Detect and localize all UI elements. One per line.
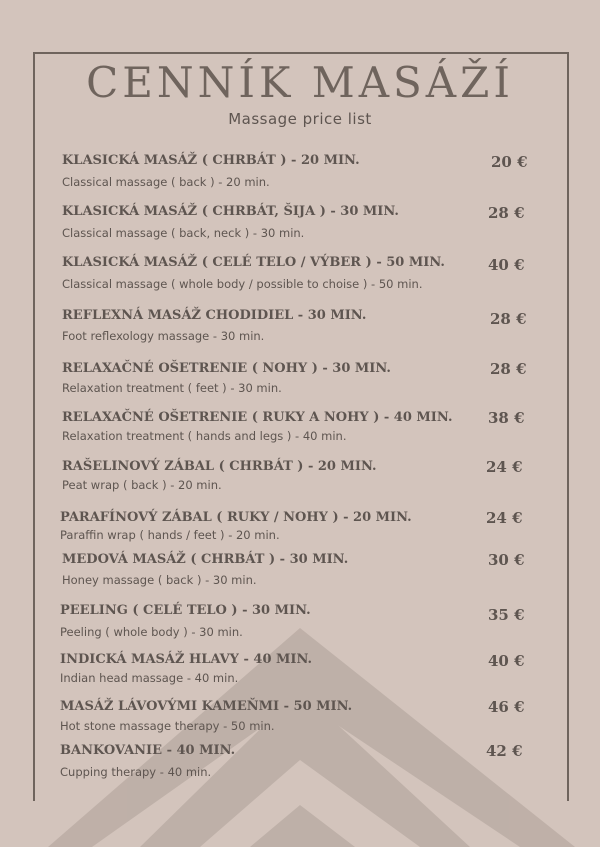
item-desc: Indian head massage - 40 min.	[60, 671, 239, 685]
item-price: 40 €	[488, 256, 525, 274]
item-desc: Hot stone massage therapy - 50 min.	[60, 719, 275, 733]
item-price: 24 €	[486, 509, 523, 527]
page-subtitle: Massage price list	[228, 110, 372, 128]
item-name: MASÁŽ LÁVOVÝMI KAMEŇMI - 50 MIN.	[60, 699, 353, 714]
item-price: 28 €	[490, 360, 527, 378]
item-name: PEELING ( CELÉ TELO ) - 30 MIN.	[60, 603, 311, 618]
item-desc: Peat wrap ( back ) - 20 min.	[62, 478, 222, 492]
item-name: MEDOVÁ MASÁŽ ( CHRBÁT ) - 30 MIN.	[62, 552, 349, 567]
item-price: 38 €	[488, 409, 525, 427]
item-price: 28 €	[488, 204, 525, 222]
item-desc: Peeling ( whole body ) - 30 min.	[60, 625, 243, 639]
item-name: PARAFÍNOVÝ ZÁBAL ( RUKY / NOHY ) - 20 MIN.	[60, 510, 412, 525]
frame-left-border	[33, 52, 35, 801]
item-name: RELAXAČNÉ OŠETRENIE ( NOHY ) - 30 MIN.	[62, 361, 391, 376]
item-desc: Foot reflexology massage - 30 min.	[62, 329, 265, 343]
item-name: BANKOVANIE - 40 MIN.	[60, 743, 236, 758]
item-desc: Paraffin wrap ( hands / feet ) - 20 min.	[60, 528, 280, 542]
item-desc: Classical massage ( back, neck ) - 30 min.	[62, 226, 305, 240]
item-price: 30 €	[488, 551, 525, 569]
item-price: 42 €	[486, 742, 523, 760]
item-desc: Classical massage ( back ) - 20 min.	[62, 175, 270, 189]
page-title: CENNÍK MASÁŽÍ	[86, 58, 514, 107]
item-price: 24 €	[486, 458, 523, 476]
item-name: RAŠELINOVÝ ZÁBAL ( CHRBÁT ) - 20 MIN.	[62, 459, 377, 474]
item-desc: Relaxation treatment ( feet ) - 30 min.	[62, 381, 282, 395]
item-price: 20 €	[491, 153, 528, 171]
item-desc: Cupping therapy - 40 min.	[60, 765, 212, 779]
item-name: KLASICKÁ MASÁŽ ( CELÉ TELO / VÝBER ) - 50 MIN.	[62, 255, 445, 270]
item-price: 46 €	[488, 698, 525, 716]
item-name: KLASICKÁ MASÁŽ ( CHRBÁT ) - 20 MIN.	[62, 153, 360, 168]
item-price: 35 €	[488, 606, 525, 624]
item-name: INDICKÁ MASÁŽ HLAVY - 40 MIN.	[60, 652, 313, 667]
item-desc: Classical massage ( whole body / possible to choise ) - 50 min.	[62, 277, 423, 291]
item-name: RELAXAČNÉ OŠETRENIE ( RUKY A NOHY ) - 40 MIN.	[62, 410, 453, 425]
item-price: 40 €	[488, 652, 525, 670]
item-name: KLASICKÁ MASÁŽ ( CHRBÁT, ŠIJA ) - 30 MIN.	[62, 204, 399, 219]
item-desc: Honey massage ( back ) - 30 min.	[62, 573, 257, 587]
item-price: 28 €	[490, 310, 527, 328]
frame-right-border	[567, 52, 569, 801]
item-name: REFLEXNÁ MASÁŽ CHODIDIEL - 30 MIN.	[62, 308, 367, 323]
frame-top-border	[33, 52, 569, 54]
item-desc: Relaxation treatment ( hands and legs ) - 40 min.	[62, 429, 347, 443]
